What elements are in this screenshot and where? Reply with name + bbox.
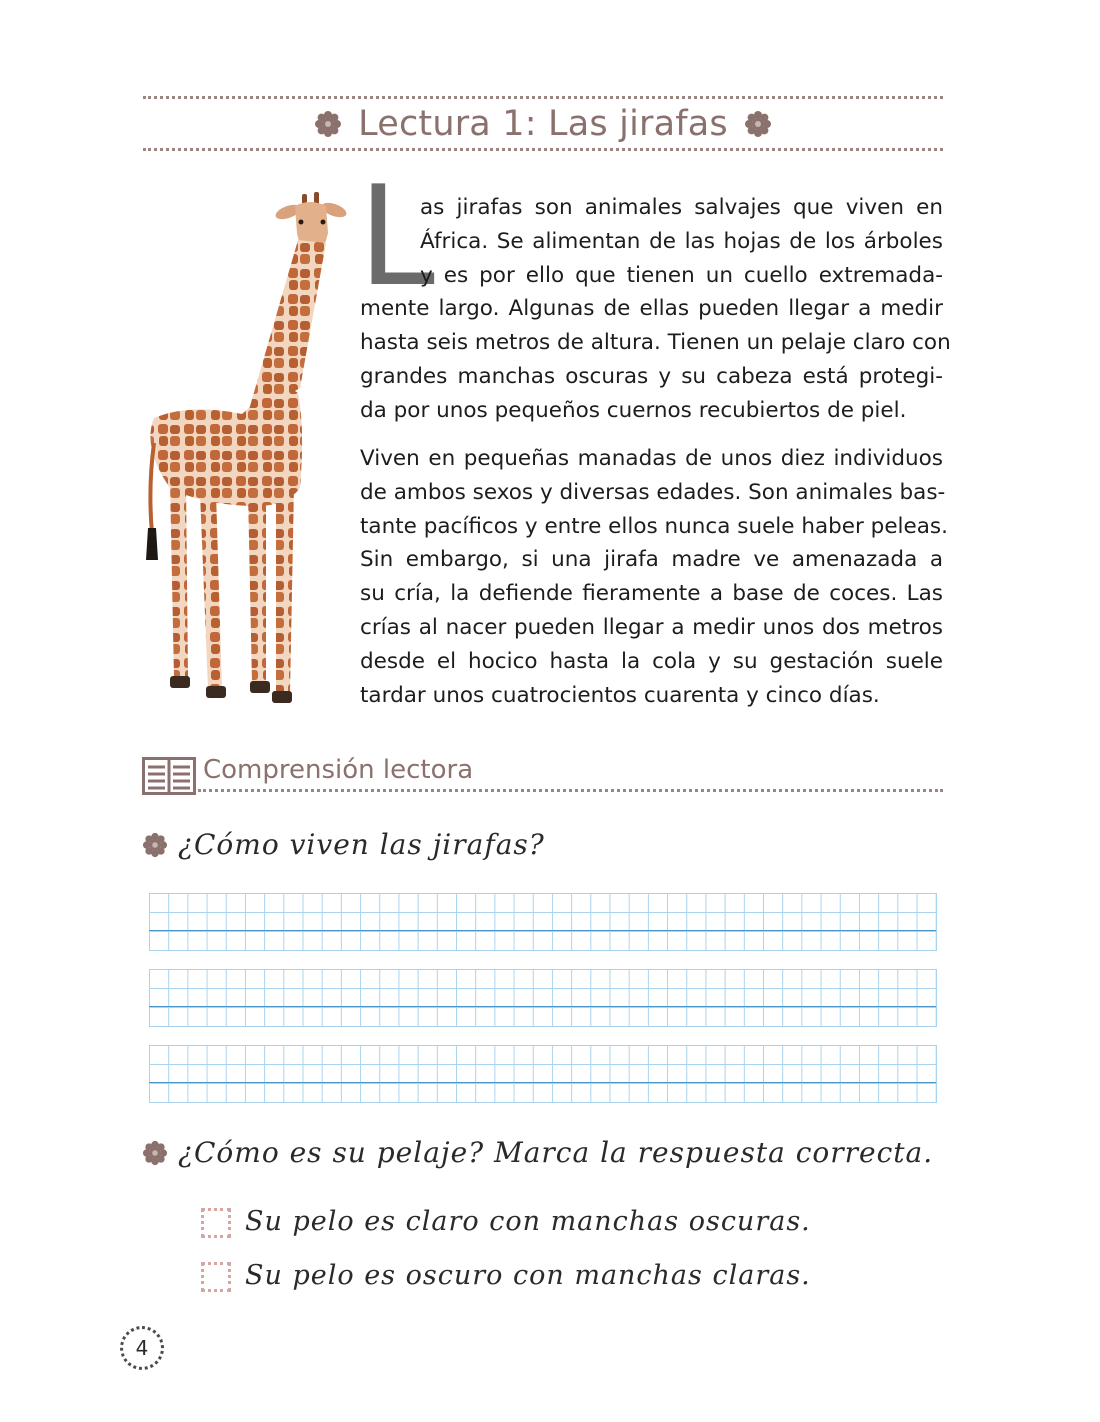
answer-writing-area[interactable] (149, 893, 937, 951)
answer-writing-area[interactable] (149, 969, 937, 1027)
reading-paragraph-1 (360, 191, 951, 428)
text-line: as jirafas son animales salvajes que viven en (420, 195, 943, 220)
giraffe-image (130, 188, 358, 710)
text-line: crías al nacer pueden llegar a medir unos dos metros (360, 614, 943, 640)
flower-icon (142, 832, 168, 858)
text-line: su cría, la defiende fieramente a base de coces. Las (360, 581, 943, 607)
answer-writing-area[interactable] (149, 1045, 937, 1103)
text-line: tante pacíficos y entre ellos nunca suele haber peleas. (360, 513, 948, 539)
option-label: Su pelo es oscuro con manchas claras. (245, 1260, 811, 1291)
section-title: Comprensión lectora (203, 755, 474, 785)
text-line: da por unos pequeños cuernos recubiertos de piel. (360, 397, 907, 423)
section-rule (198, 789, 943, 792)
question-2: ¿Cómo es su pelaje? Marca la respuesta correcta. (178, 1136, 934, 1169)
text-line: grandes manchas oscuras y su cabeza está protegi- (360, 363, 943, 389)
page-header (143, 96, 943, 152)
header-bottom-rule (143, 148, 943, 151)
flower-icon (744, 110, 772, 138)
option-checkbox[interactable] (201, 1262, 231, 1292)
text-line: Viven en pequeñas manadas de unos diez individuos (360, 446, 943, 471)
page-title: Lectura 1: Las jirafas (358, 104, 728, 144)
drop-cap: L (358, 156, 435, 317)
page-number: 4 (120, 1326, 164, 1370)
question-1: ¿Cómo viven las jirafas? (178, 828, 545, 861)
book-icon (142, 757, 196, 795)
option-checkbox[interactable] (201, 1208, 231, 1238)
text-line: Sin embargo, si una jirafa madre ve amenazada a (360, 547, 943, 573)
reading-paragraph-2 (360, 442, 948, 712)
flower-icon (142, 1140, 168, 1166)
text-line: de ambos sexos y diversas edades. Son animales bas- (360, 479, 946, 505)
text-line: desde el hocico hasta la cola y su gestación suele (360, 648, 943, 674)
text-line: mente largo. Algunas de ellas pueden llegar a medir (360, 296, 943, 322)
text-line: África. Se alimentan de las hojas de los árboles (420, 228, 943, 254)
option-label: Su pelo es claro con manchas oscuras. (245, 1206, 811, 1237)
flower-icon (314, 110, 342, 138)
text-line: y es por ello que tienen un cuello extremada- (420, 262, 943, 288)
text-line: hasta seis metros de altura. Tienen un pelaje claro con (360, 330, 951, 356)
text-line: tardar unos cuatrocientos cuarenta y cinco días. (360, 682, 880, 708)
